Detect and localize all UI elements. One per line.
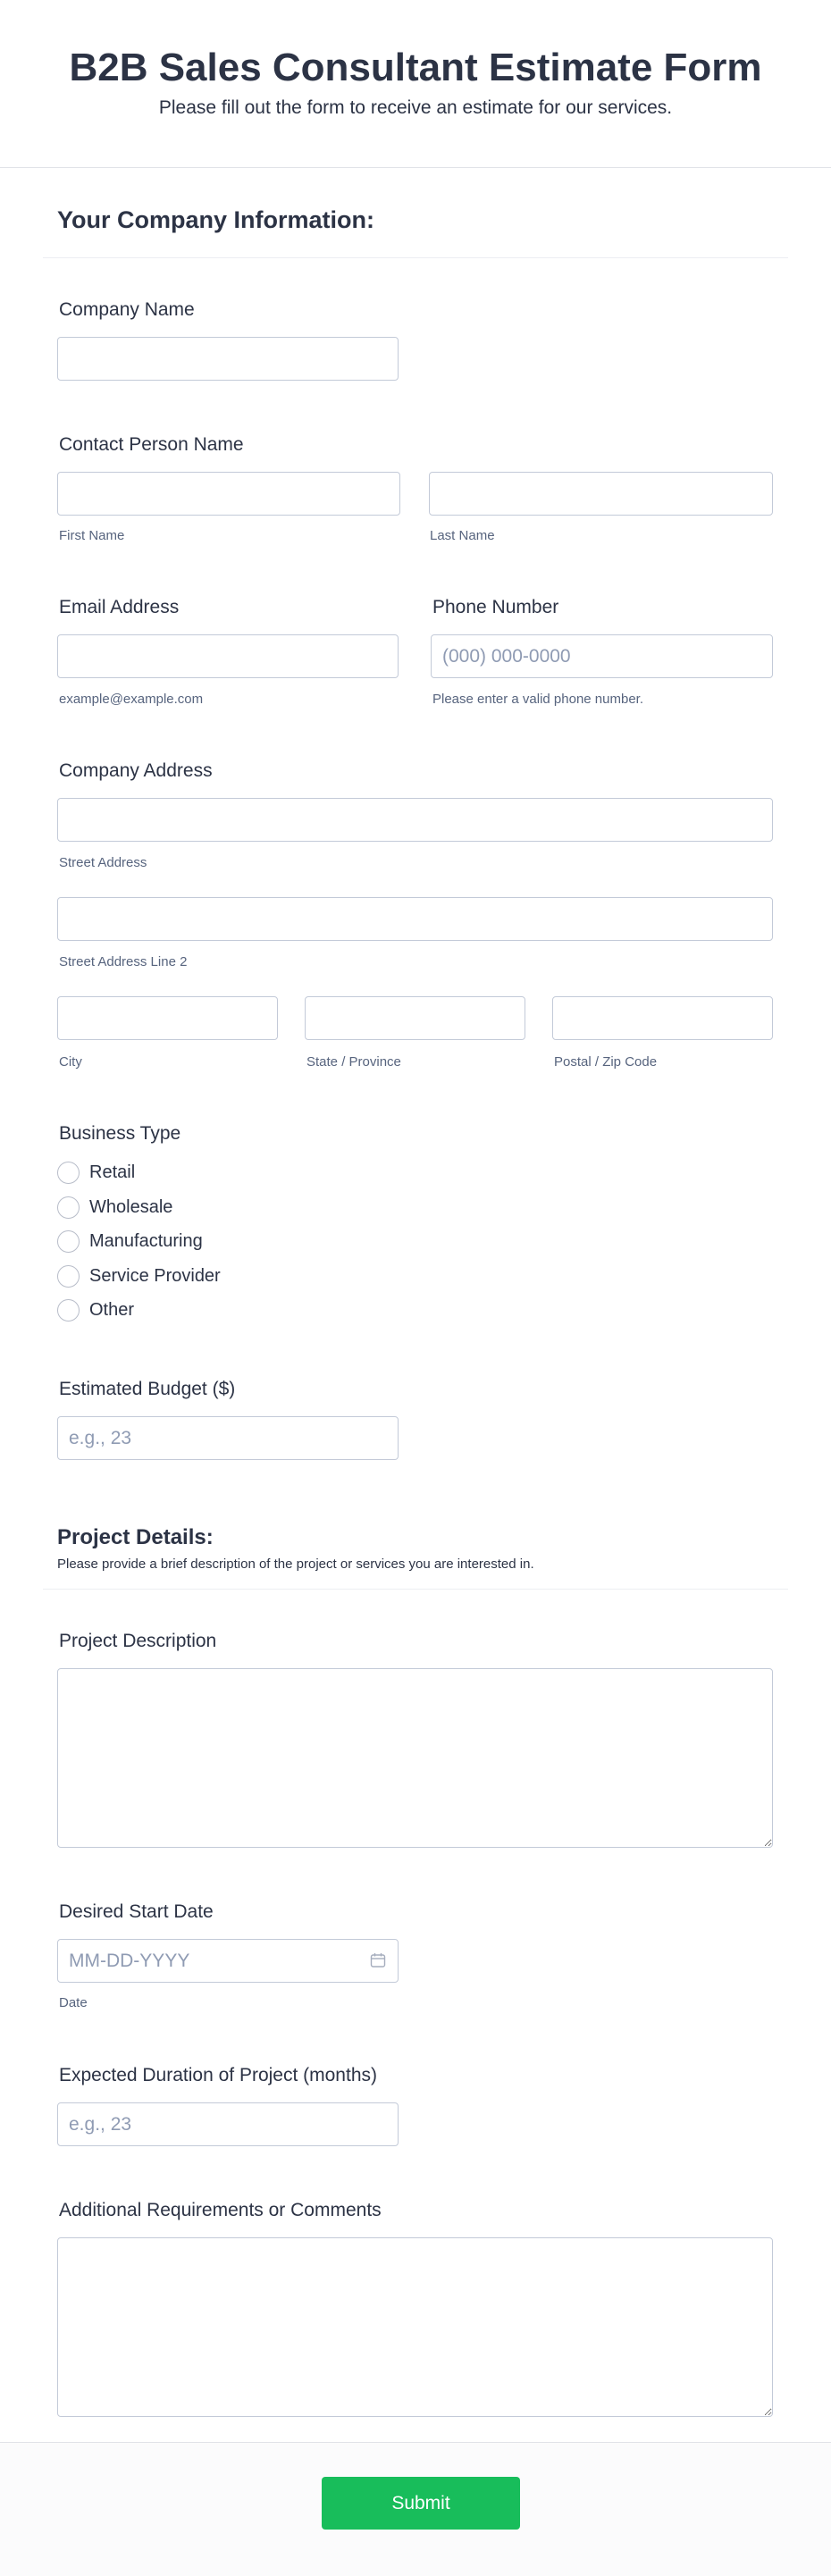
- radio-button[interactable]: [57, 1162, 80, 1184]
- section-title-project: Project Details:: [57, 1525, 214, 1549]
- start-date-label: Desired Start Date: [59, 1901, 214, 1922]
- duration-label: Expected Duration of Project (months): [59, 2065, 377, 2085]
- duration-input[interactable]: [57, 2102, 399, 2146]
- comments-textarea[interactable]: [57, 2237, 773, 2417]
- section-title-company: Your Company Information:: [57, 206, 374, 233]
- calendar-icon[interactable]: [370, 1952, 386, 1968]
- email-input[interactable]: [57, 634, 399, 678]
- radio-label: Other: [89, 1299, 135, 1320]
- section-divider: [43, 257, 788, 258]
- street-address-input[interactable]: [57, 798, 773, 842]
- radio-option-retail[interactable]: [57, 1160, 135, 1185]
- radio-button[interactable]: [57, 1265, 80, 1288]
- form-subtitle: Please fill out the form to receive an estimate for our services.: [158, 97, 673, 118]
- radio-label: Retail: [89, 1162, 136, 1182]
- company-name-label: Company Name: [59, 299, 195, 320]
- state-sublabel: State / Province: [306, 1054, 401, 1070]
- start-date-sublabel: Date: [59, 1995, 88, 2010]
- company-name-input[interactable]: [57, 337, 399, 381]
- email-label: Email Address: [59, 597, 180, 617]
- radio-option-wholesale[interactable]: [57, 1195, 172, 1220]
- radio-button[interactable]: [57, 1299, 80, 1322]
- radio-label: Wholesale: [89, 1196, 173, 1217]
- street-address-2-sublabel: Street Address Line 2: [59, 954, 188, 969]
- radio-option-other[interactable]: [57, 1297, 134, 1322]
- section-divider: [43, 1589, 788, 1590]
- budget-label: Estimated Budget ($): [59, 1379, 236, 1399]
- radio-label: Manufacturing: [89, 1230, 203, 1251]
- form-title: B2B Sales Consultant Estimate Form: [69, 46, 762, 89]
- city-input[interactable]: [57, 996, 278, 1040]
- radio-button[interactable]: [57, 1196, 80, 1219]
- section-description-project: Please provide a brief description of the project or services you are interested in.: [57, 1557, 534, 1572]
- zip-sublabel: Postal / Zip Code: [554, 1054, 658, 1070]
- comments-label: Additional Requirements or Comments: [59, 2200, 382, 2220]
- last-name-input[interactable]: [429, 472, 773, 516]
- last-name-sublabel: Last Name: [430, 528, 495, 543]
- radio-option-manufacturing[interactable]: [57, 1229, 203, 1254]
- project-description-textarea[interactable]: [57, 1668, 773, 1848]
- phone-input[interactable]: [431, 634, 773, 678]
- start-date-input[interactable]: [57, 1939, 399, 1983]
- phone-label: Phone Number: [432, 597, 559, 617]
- submit-button[interactable]: Submit: [322, 2477, 520, 2530]
- business-type-label: Business Type: [59, 1123, 181, 1144]
- phone-sublabel: Please enter a valid phone number.: [432, 692, 643, 707]
- zip-input[interactable]: [552, 996, 773, 1040]
- radio-button[interactable]: [57, 1230, 80, 1253]
- email-sublabel: example@example.com: [59, 692, 204, 707]
- address-label: Company Address: [59, 760, 213, 781]
- street-address-2-input[interactable]: [57, 897, 773, 941]
- first-name-sublabel: First Name: [59, 528, 125, 543]
- budget-input[interactable]: [57, 1416, 399, 1460]
- project-description-label: Project Description: [59, 1631, 217, 1651]
- form-header: [0, 0, 831, 168]
- first-name-input[interactable]: [57, 472, 400, 516]
- radio-label: Service Provider: [89, 1265, 221, 1286]
- contact-name-label: Contact Person Name: [59, 434, 244, 455]
- state-input[interactable]: [305, 996, 525, 1040]
- city-sublabel: City: [59, 1054, 82, 1070]
- street-address-sublabel: Street Address: [59, 855, 147, 870]
- radio-option-service-provider[interactable]: [57, 1263, 221, 1288]
